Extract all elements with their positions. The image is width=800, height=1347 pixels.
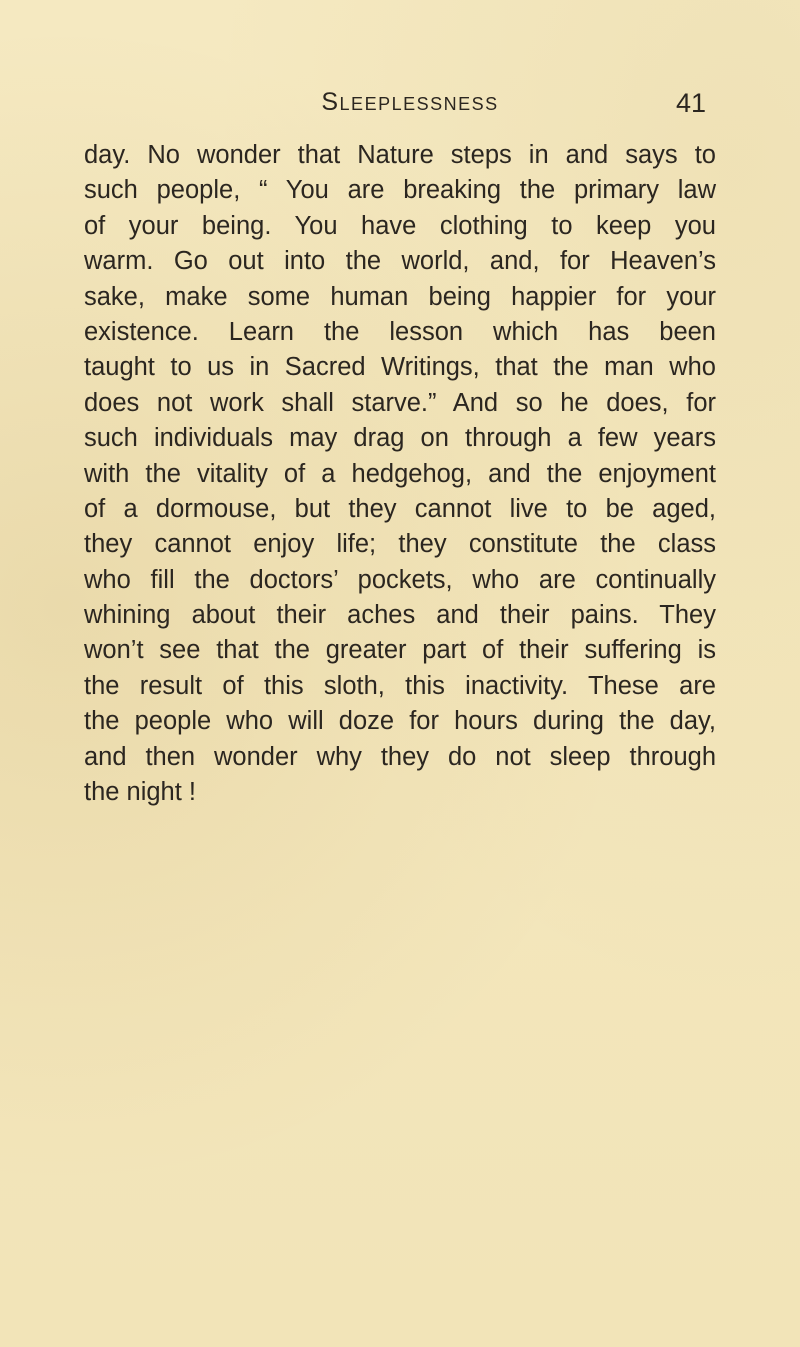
text-line: they cannot enjoy life; they constitute the class (84, 530, 716, 559)
body-paragraph (84, 138, 716, 810)
text-line: with the vitality of a hedgehog, and the enjoyment (84, 459, 716, 488)
text-line: sake, make some human being happier for your (84, 282, 716, 311)
text-line: won’t see that the greater part of their suffering is (84, 636, 716, 665)
page-header (0, 88, 800, 122)
text-line: existence. Learn the lesson which has been (84, 317, 716, 346)
text-line: who fill the doctors’ pockets, who are continually (84, 565, 716, 594)
text-line: of your being. You have clothing to keep you (84, 211, 716, 240)
text-line: taught to us in Sacred Writings, that the man who (84, 353, 716, 382)
text-line: day. No wonder that Nature steps in and says to (84, 141, 716, 169)
text-line: the result of this sloth, this inactivity. These are (84, 671, 716, 700)
text-line: and then wonder why they do not sleep through (84, 742, 716, 771)
text-line: the people who will doze for hours during the day, (84, 707, 716, 736)
text-line: of a dormouse, but they cannot live to be aged, (84, 494, 716, 523)
text-line: whining about their aches and their pains. They (84, 601, 716, 630)
text-line: does not work shall starve.” And so he does, for (84, 388, 716, 417)
text-line: such people, “ You are breaking the primary law (84, 176, 716, 205)
running-head: Sleeplessness (321, 88, 499, 116)
page-number: 41 (676, 88, 707, 118)
text-line: the night ! (84, 778, 196, 807)
text-line: such individuals may drag on through a few years (84, 424, 716, 453)
text-line: warm. Go out into the world, and, for Heaven’s (84, 247, 716, 276)
